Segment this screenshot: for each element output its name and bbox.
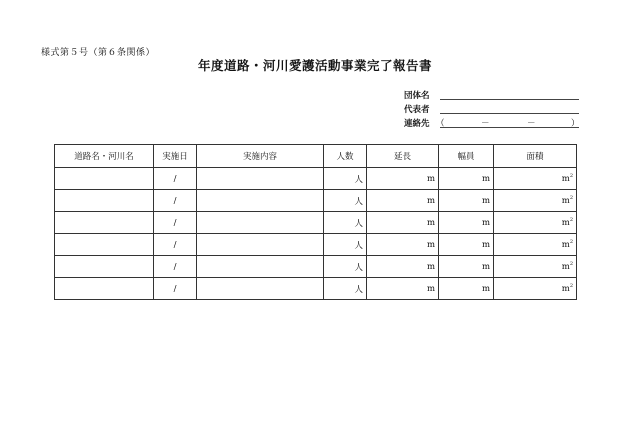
table-row — [55, 168, 577, 190]
area-superscript: 2 — [569, 195, 573, 201]
width-cell[interactable]: m — [439, 212, 494, 234]
area-superscript: 2 — [569, 217, 573, 223]
people-cell[interactable]: 人 — [324, 190, 367, 212]
header-width: 幅員 — [439, 145, 494, 168]
table-row — [55, 278, 577, 300]
area-unit: m — [561, 284, 570, 294]
length-cell[interactable]: m — [367, 190, 439, 212]
date-cell[interactable]: / — [154, 212, 197, 234]
area-superscript: 2 — [569, 173, 573, 179]
activity-cell[interactable] — [197, 168, 324, 190]
date-cell[interactable]: / — [154, 168, 197, 190]
header-area: 面積 — [494, 145, 577, 168]
road-river-name-cell[interactable] — [55, 212, 154, 234]
area-cell[interactable] — [494, 278, 577, 300]
contact-field[interactable] — [440, 127, 579, 128]
representative-label: 代表者 — [404, 105, 430, 115]
activity-cell[interactable] — [197, 234, 324, 256]
area-cell[interactable] — [494, 168, 577, 190]
people-cell[interactable]: 人 — [324, 234, 367, 256]
table-row — [55, 212, 577, 234]
road-river-name-cell[interactable] — [55, 168, 154, 190]
width-cell[interactable]: m — [439, 190, 494, 212]
area-unit: m — [561, 240, 570, 250]
length-cell[interactable]: m — [367, 278, 439, 300]
area-cell[interactable] — [494, 212, 577, 234]
activity-cell[interactable] — [197, 190, 324, 212]
length-cell[interactable]: m — [367, 168, 439, 190]
area-unit: m — [561, 262, 570, 272]
width-cell[interactable]: m — [439, 234, 494, 256]
activity-cell[interactable] — [197, 256, 324, 278]
people-cell[interactable]: 人 — [324, 278, 367, 300]
header-activity: 実施内容 — [197, 145, 324, 168]
table-header-row — [55, 145, 577, 168]
report-table — [54, 144, 577, 300]
length-cell[interactable]: m — [367, 212, 439, 234]
date-cell[interactable]: / — [154, 234, 197, 256]
contact-label: 連絡先 — [404, 119, 430, 129]
table-row — [55, 234, 577, 256]
table-row — [55, 256, 577, 278]
area-cell[interactable] — [494, 256, 577, 278]
table-row — [55, 190, 577, 212]
area-superscript: 2 — [569, 239, 573, 245]
width-cell[interactable]: m — [439, 168, 494, 190]
organization-label: 団体名 — [404, 91, 430, 101]
people-cell[interactable]: 人 — [324, 212, 367, 234]
length-cell[interactable]: m — [367, 234, 439, 256]
activity-cell[interactable] — [197, 212, 324, 234]
organization-field[interactable] — [440, 99, 579, 100]
page-title: 年度道路・河川愛護活動事業完了報告書 — [197, 58, 432, 73]
contact-open-paren: （ — [436, 119, 445, 129]
activity-cell[interactable] — [197, 278, 324, 300]
area-cell[interactable] — [494, 190, 577, 212]
people-cell[interactable]: 人 — [324, 168, 367, 190]
area-cell[interactable] — [494, 234, 577, 256]
date-cell[interactable]: / — [154, 190, 197, 212]
area-unit: m — [561, 174, 570, 184]
date-cell[interactable]: / — [154, 278, 197, 300]
area-superscript: 2 — [569, 283, 573, 289]
road-river-name-cell[interactable] — [55, 278, 154, 300]
date-cell[interactable]: / — [154, 256, 197, 278]
width-cell[interactable]: m — [439, 278, 494, 300]
area-unit: m — [561, 196, 570, 206]
header-road-river-name: 道路名・河川名 — [55, 145, 154, 168]
area-superscript: 2 — [569, 261, 573, 267]
form-code: 様式第５号（第６条関係） — [41, 48, 156, 58]
length-cell[interactable]: m — [367, 256, 439, 278]
contact-dash-1: － — [481, 119, 490, 129]
area-unit: m — [561, 218, 570, 228]
contact-close-paren: ） — [571, 119, 580, 129]
header-length: 延長 — [367, 145, 439, 168]
contact-dash-2: － — [527, 119, 536, 129]
header-date: 実施日 — [154, 145, 197, 168]
representative-field[interactable] — [440, 113, 579, 114]
people-cell[interactable]: 人 — [324, 256, 367, 278]
road-river-name-cell[interactable] — [55, 256, 154, 278]
header-people: 人数 — [324, 145, 367, 168]
road-river-name-cell[interactable] — [55, 234, 154, 256]
road-river-name-cell[interactable] — [55, 190, 154, 212]
width-cell[interactable]: m — [439, 256, 494, 278]
